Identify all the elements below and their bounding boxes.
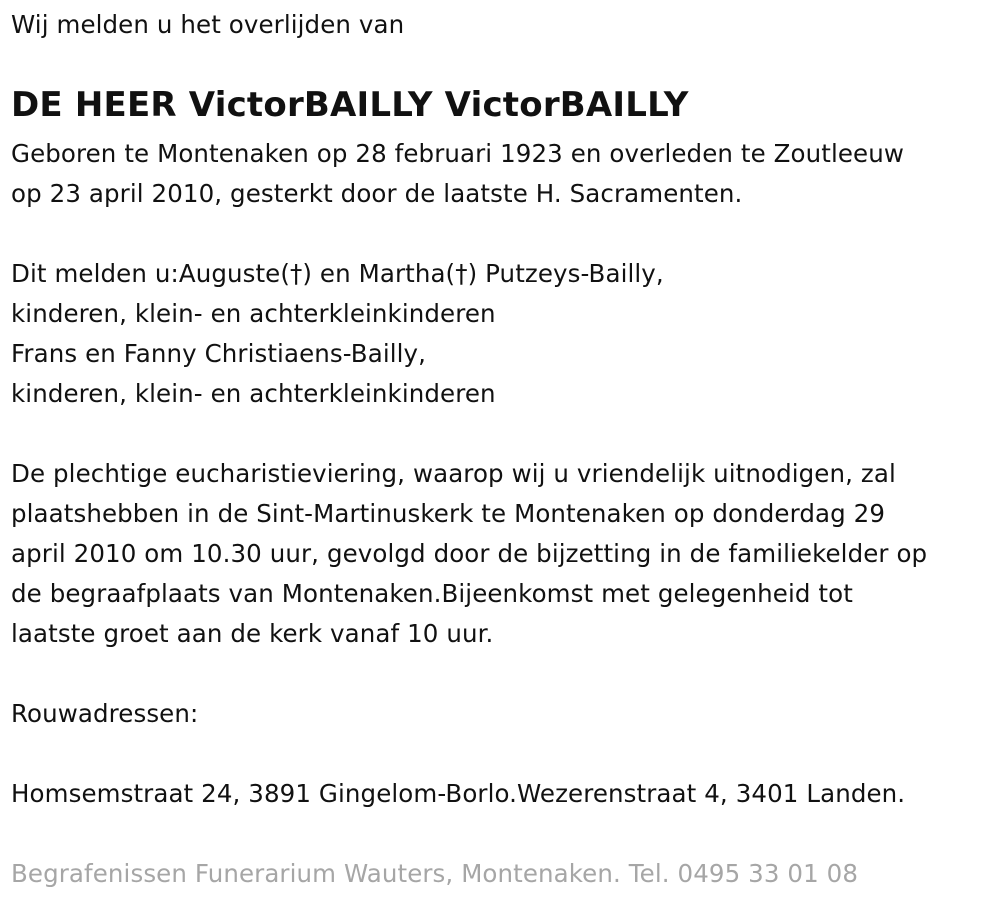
ceremony-line-2: plaatshebben in de Sint-Martinuskerk te Montenaken op donderdag 29 [11,499,886,528]
ceremony-line-4: de begraafplaats van Montenaken.Bijeenkomst met gelegenheid tot [11,579,853,608]
family-line-2: kinderen, klein- en achterkleinkinderen [11,299,496,328]
family-line-3: Frans en Fanny Christiaens-Bailly, [11,339,427,368]
ceremony-line-5: laatste groet aan de kerk vanaf 10 uur. [11,619,494,648]
funeral-home-footer: Begrafenissen Funerarium Wauters, Montenaken. Tel. 0495 33 01 08 [11,859,859,888]
ceremony-line-3: april 2010 om 10.30 uur, gevolgd door de bijzetting in de familiekelder op [11,539,928,568]
deceased-name: DE HEER VictorBAILLY VictorBAILLY [11,85,689,125]
addresses-text: Homsemstraat 24, 3891 Gingelom-Borlo.Wezerenstraat 4, 3401 Landen. [11,779,906,808]
family-line-4: kinderen, klein- en achterkleinkinderen [11,379,496,408]
addresses-label: Rouwadressen: [11,699,199,728]
family-line-1: Dit melden u:Auguste(†) en Martha(†) Putzeys-Bailly, [11,259,664,288]
ceremony-line-1: De plechtige eucharistieviering, waarop wij u vriendelijk uitnodigen, zal [11,459,896,488]
birth-death-line-1: Geboren te Montenaken op 28 februari 1923 en overleden te Zoutleeuw [11,139,904,168]
intro-text: Wij melden u het overlijden van [11,10,405,39]
birth-death-line-2: op 23 april 2010, gesterkt door de laatste H. Sacramenten. [11,179,743,208]
